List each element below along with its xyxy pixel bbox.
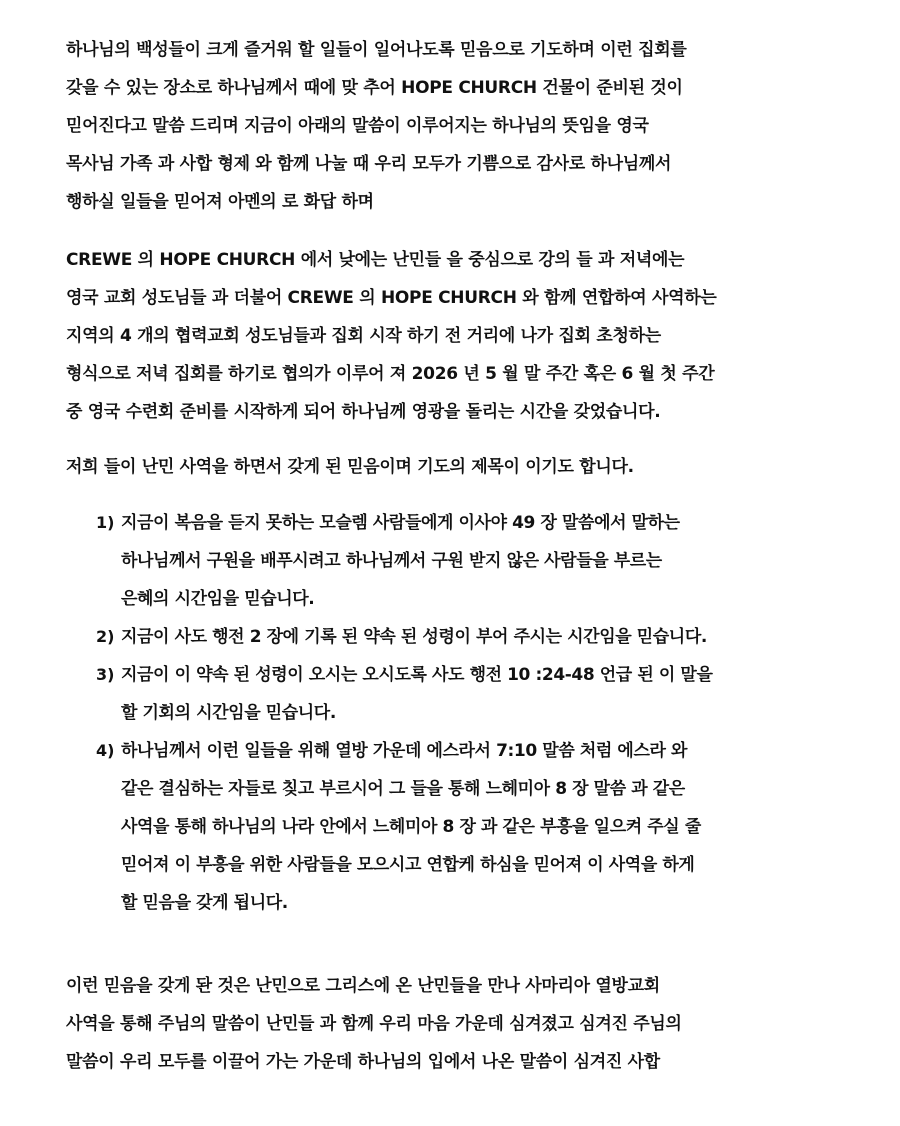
prayer-topics-list xyxy=(96,504,836,922)
text-line: 중 영국 수련회 준비를 시작하게 되어 하나님께 영광을 돌리는 시간을 갖었습니다. xyxy=(66,402,661,422)
text-line: 말씀이 우리 모두를 이끌어 가는 가운데 하나님의 입에서 나온 말씀이 심겨진 사합 xyxy=(66,1052,660,1072)
text-line: 할 기회의 시간임을 믿습니다. xyxy=(121,703,336,723)
text-line: 하나님의 백성들이 크게 즐거워 할 일들이 일어나도록 믿음으로 기도하며 이런 집회를 xyxy=(66,40,687,60)
text-line: 지금이 사도 행전 2 장에 기록 된 약속 된 성령이 부어 주시는 시간임을 믿습니다. xyxy=(121,627,707,647)
text-line: 이런 믿음을 갖게 돤 것은 난민으로 그리스에 온 난민들을 만나 사마리아 열방교회 xyxy=(66,976,660,996)
list-number: 4) xyxy=(96,741,115,760)
text-line: 행하실 일들을 믿어져 아멘의 로 화답 하며 xyxy=(66,192,374,212)
list-item xyxy=(96,504,836,618)
text-line: 사역을 통해 주님의 말씀이 난민들 과 함께 우리 마음 가운데 심겨졌고 심겨진 주님의 xyxy=(66,1014,682,1034)
text-line: 지금이 이 약속 된 성령이 오시는 오시도록 사도 행전 10 :24-48 언급 된 이 말을 xyxy=(121,665,713,685)
text-line: 믿어져 이 부흥을 위한 사람들을 모으시고 연합케 하심을 믿어져 이 사역을 하게 xyxy=(121,855,695,875)
text-line: 목사님 가족 과 사합 형제 와 함께 나눌 때 우리 모두가 기쁨으로 감사로 하나님께서 xyxy=(66,154,672,174)
paragraph-testimony xyxy=(66,967,856,1081)
text-line: 같은 결심하는 자들로 칮고 부르시어 그 들을 통해 느헤미아 8 장 말씀 과 같은 xyxy=(121,779,685,799)
paragraph-crewe-plan xyxy=(66,241,856,431)
text-line: 갖을 수 있는 장소로 하나님께서 때에 맞 추어 HOPE CHURCH 건물이 준비된 것이 xyxy=(66,78,683,98)
list-number: 1) xyxy=(96,513,115,532)
paragraph-prayer-intro xyxy=(66,31,856,221)
text-line: 믿어진다고 말씀 드리며 지금이 아래의 말씀이 이루어지는 하나님의 뜻임을 영국 xyxy=(66,116,649,136)
text-line: 저희 들이 난민 사역을 하면서 갖게 된 믿음이며 기도의 제목이 이기도 합니다. xyxy=(66,457,634,477)
text-line: 지역의 4 개의 협력교회 성도님들과 집회 시작 하기 전 거리에 나가 집회 초청하는 xyxy=(66,326,661,346)
list-item xyxy=(96,618,836,656)
text-line: 하나님께서 구원을 배푸시려고 하나님께서 구원 받지 않은 사람들을 부르는 xyxy=(121,551,662,571)
list-item xyxy=(96,732,836,922)
paragraph-prayer-topics-intro xyxy=(66,448,856,486)
text-line: 하나님께서 이런 일들을 위해 열방 가운데 에스라서 7:10 말씀 처럼 에스라 와 xyxy=(121,741,688,761)
text-line: 은혜의 시간임을 믿습니다. xyxy=(121,589,315,609)
list-number: 3) xyxy=(96,665,115,684)
text-line: 영국 교회 성도님들 과 더불어 CREWE 의 HOPE CHURCH 와 함께 연합하여 사역하는 xyxy=(66,288,717,308)
list-item xyxy=(96,656,836,732)
text-line: 지금이 복음을 듣지 못하는 모슬렘 사람들에게 이사야 49 장 말씀에서 말하는 xyxy=(121,513,680,533)
list-number: 2) xyxy=(96,627,115,646)
text-line: 사역을 통해 하나님의 나라 안에서 느헤미아 8 장 과 같은 부흥을 일으켜 주실 줄 xyxy=(121,817,701,837)
text-line: CREWE 의 HOPE CHURCH 에서 낮에는 난민들 을 중심으로 강의 들 과 저녁에는 xyxy=(66,250,685,270)
text-line: 형식으로 저녁 집회를 하기로 협의가 이루어 져 2026 년 5 월 말 주간 혹은 6 월 첫 주간 xyxy=(66,364,715,384)
text-line: 할 믿음을 갖게 됩니다. xyxy=(121,893,288,913)
